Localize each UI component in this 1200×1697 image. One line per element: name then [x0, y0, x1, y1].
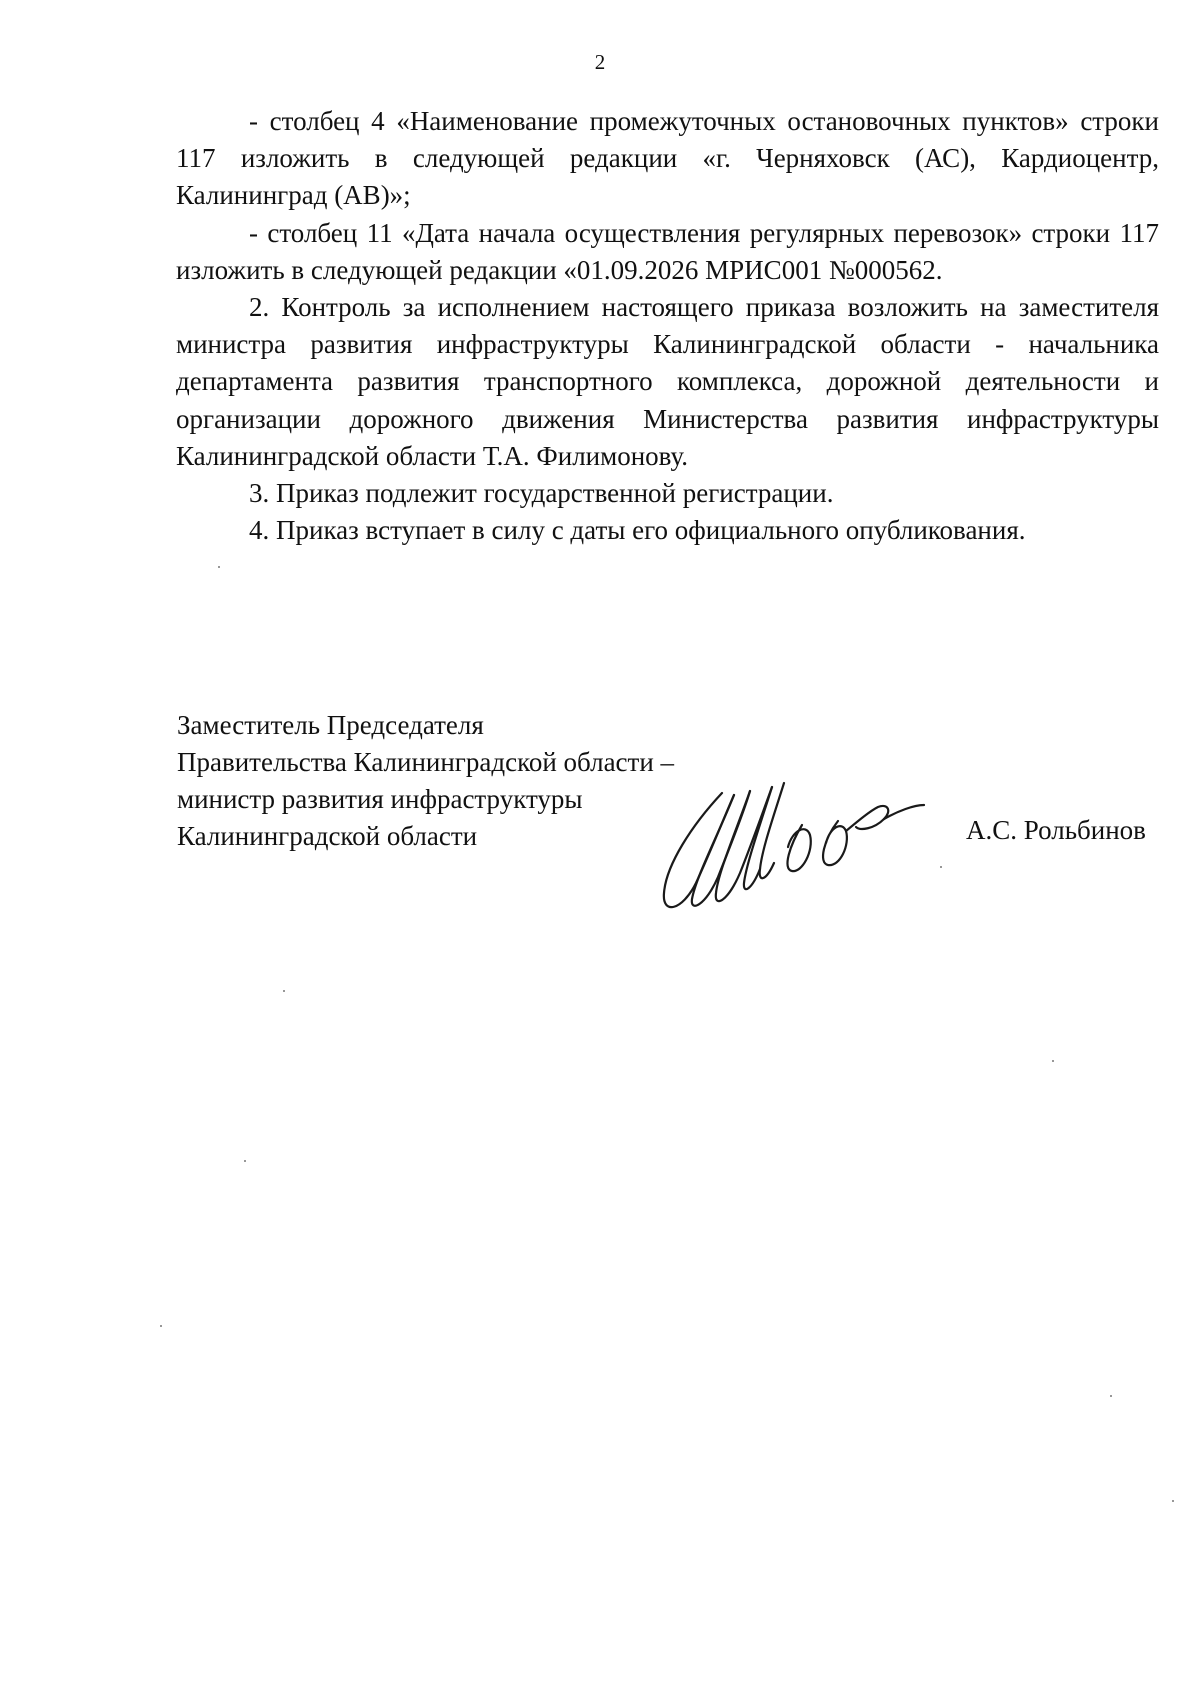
signer-name: А.С. Рольбинов [966, 815, 1146, 845]
position-line: министр развития инфраструктуры [177, 784, 583, 814]
scan-speck [283, 990, 285, 992]
paragraph-item-4: 4. Приказ вступает в силу с даты его официального опубликования. [249, 515, 1026, 546]
scan-speck [1052, 1060, 1054, 1062]
position-line: Заместитель Председателя [177, 710, 484, 740]
document-body [176, 103, 1159, 549]
paragraph-item-3: 3. Приказ подлежит государственной регистрации. [249, 478, 834, 509]
page-number: 2 [594, 50, 606, 74]
position-line: Калининградской области [177, 821, 478, 851]
scan-speck [244, 1160, 246, 1162]
scan-speck [218, 566, 220, 568]
paragraph-item-2: 2. Контроль за исполнением настоящего приказа возложить на заместителя министра развития инфраструктуры Калининградской области - начальника департамента развития транспортного комплекса, дорожной деятельности и организации дорожного движения Министерства развития инфраструктуры Калининградской области Т.А. Филимонову. [176, 292, 1159, 471]
paragraph-column-4: - столбец 4 «Наименование промежуточных остановочных пунктов» строки 117 изложить в следующей редакции «г. Черняховск (АС), Кардиоцентр, Калининград (АВ)»; [176, 106, 1159, 211]
position-line: Правительства Калининградской области – [177, 747, 675, 777]
scan-speck [1172, 1500, 1174, 1502]
scan-speck [940, 866, 942, 868]
paragraph-column-11: - столбец 11 «Дата начала осуществления регулярных перевозок» строки 117 изложить в следующей редакции «01.09.2026 МРИС001 №000562. [176, 217, 1159, 285]
handwritten-signature [652, 765, 952, 925]
scan-speck [160, 1325, 162, 1327]
scan-speck [1110, 1395, 1112, 1397]
